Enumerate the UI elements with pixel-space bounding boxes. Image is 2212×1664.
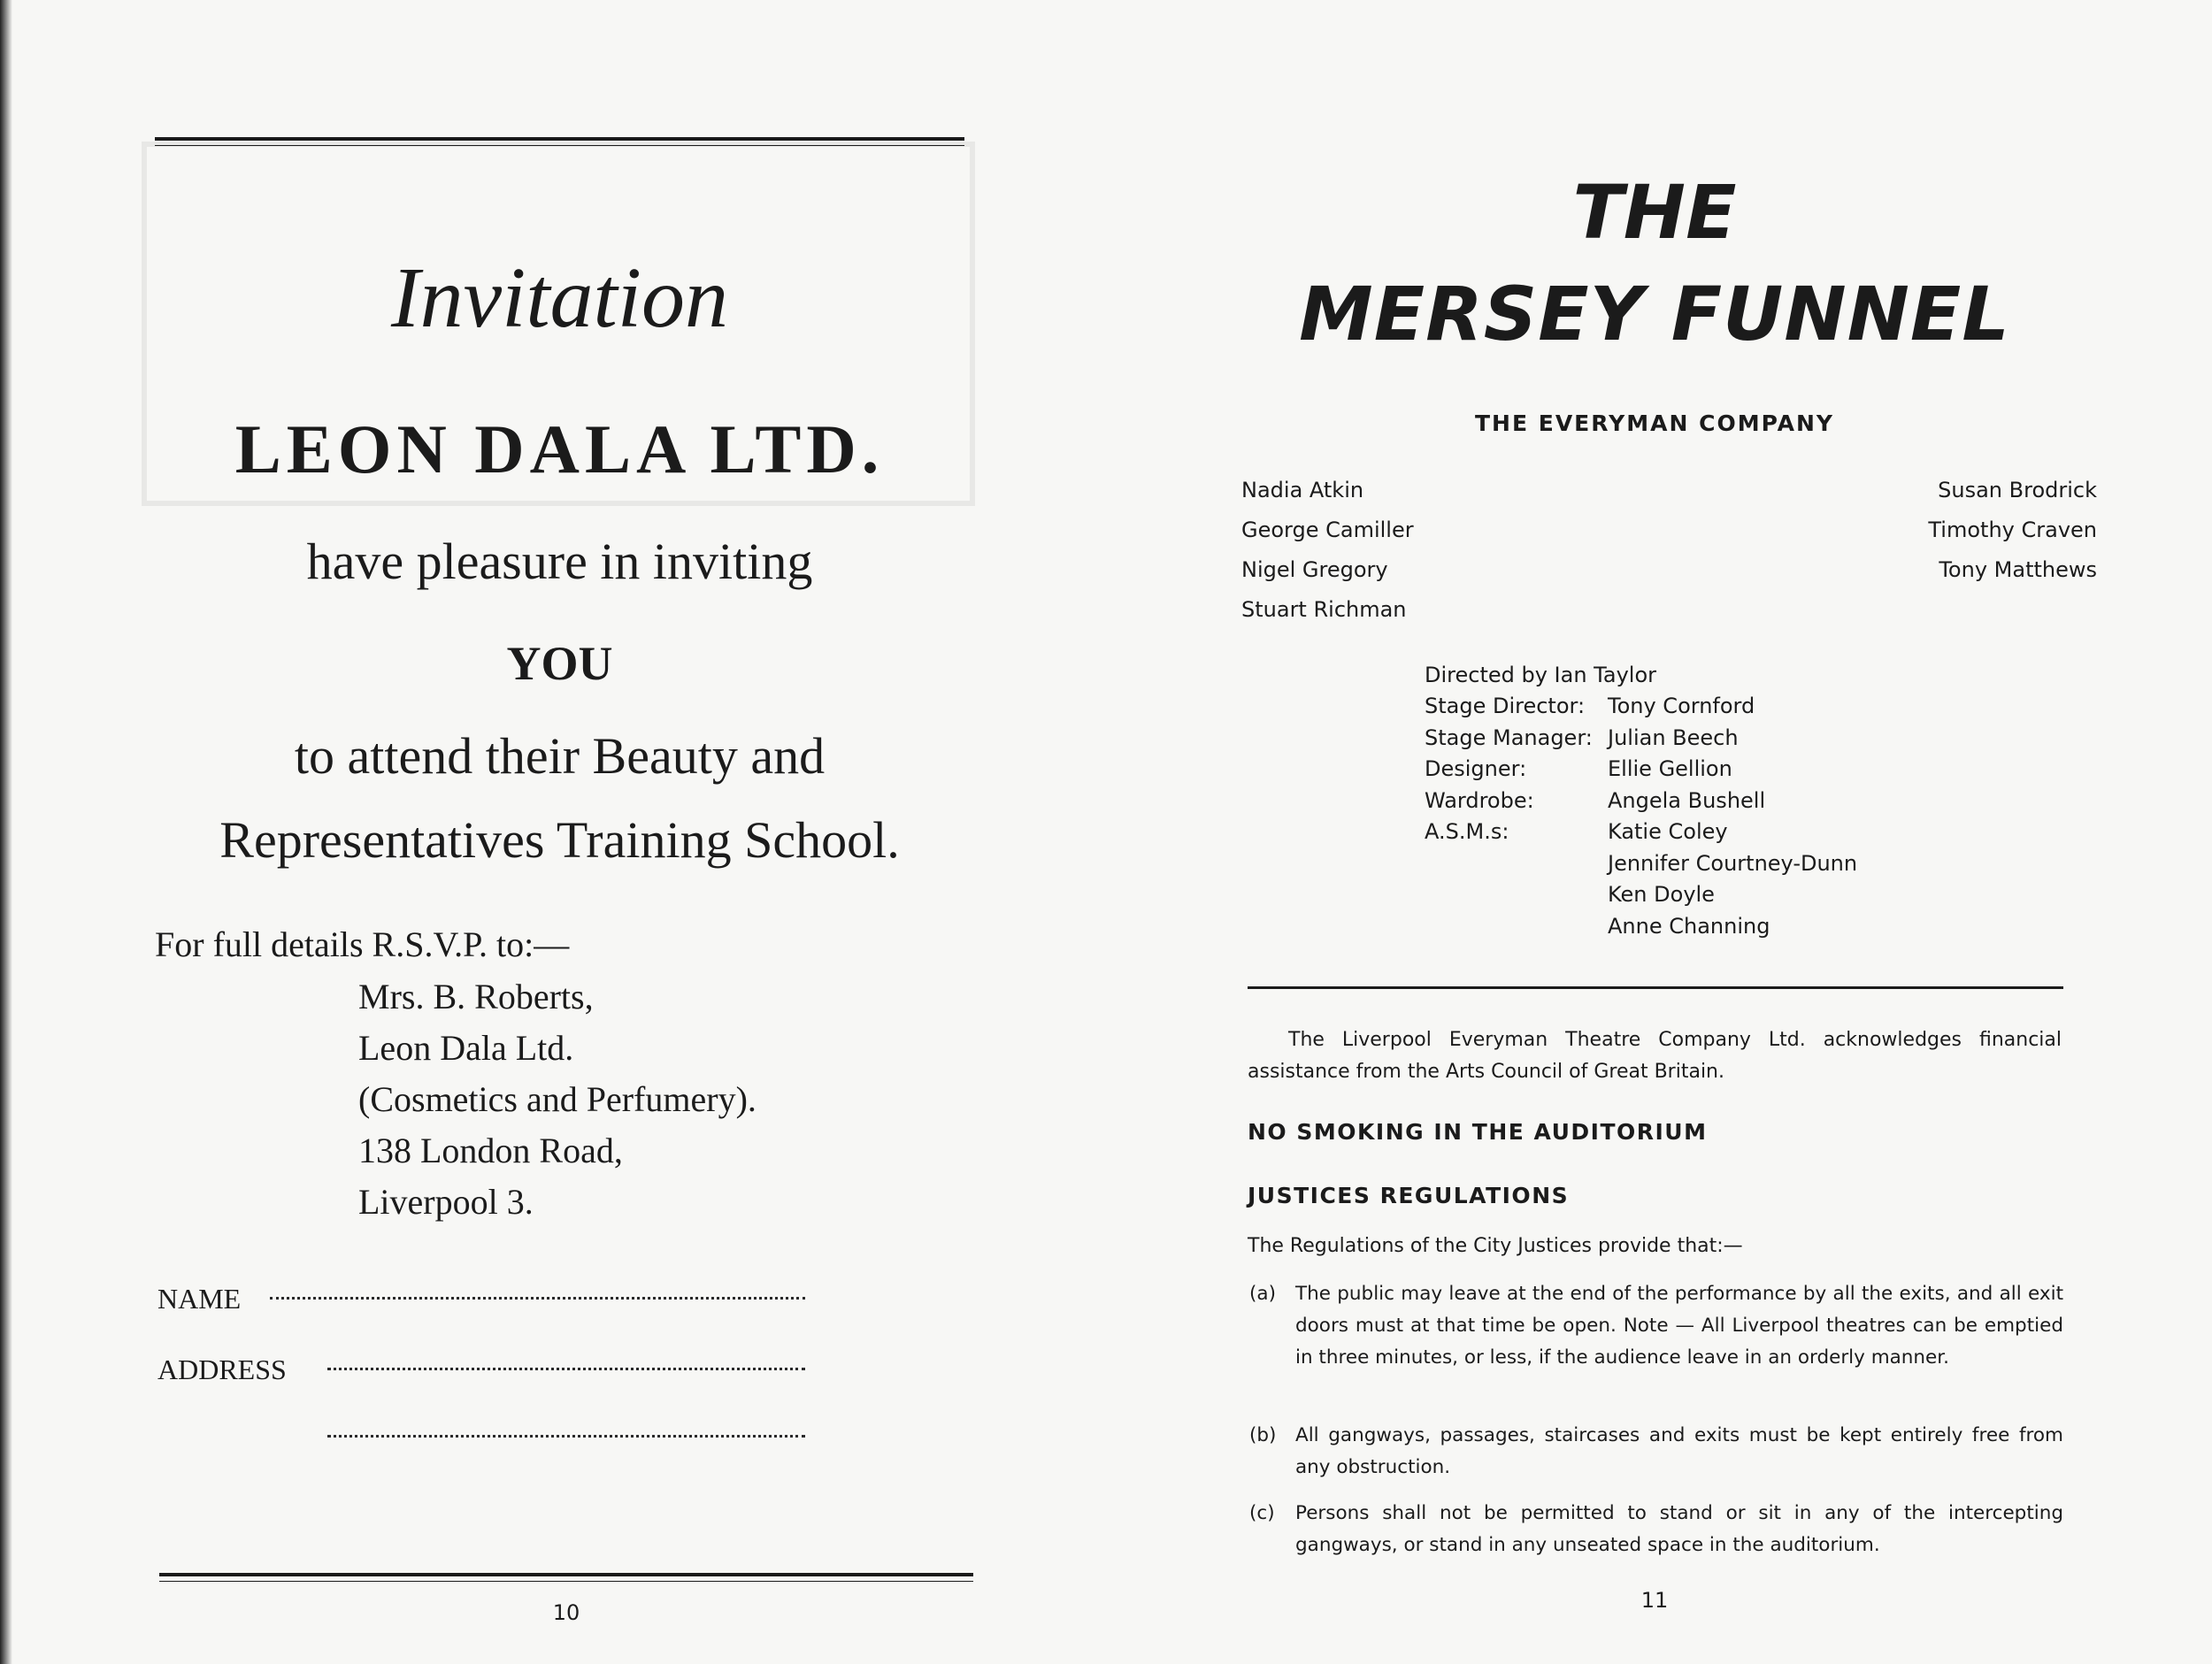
name-label: NAME	[157, 1283, 242, 1315]
crew-name: Katie Coley	[1608, 819, 1728, 844]
crew-role: Stage Director:	[1425, 694, 1586, 718]
address-field-line-2[interactable]	[327, 1435, 805, 1438]
name-field[interactable]	[270, 1297, 805, 1300]
bottom-rule	[159, 1573, 973, 1582]
company-name: LEON DALA LTD.	[234, 410, 885, 487]
crew-list	[1425, 690, 1955, 938]
page-number: 11	[1640, 1588, 1669, 1613]
cast-list-left	[1241, 471, 1595, 630]
invite-line-4: Representatives Training School.	[219, 811, 900, 869]
address-line: Mrs. B. Roberts,	[358, 977, 594, 1016]
address-line: Liverpool 3.	[358, 1182, 534, 1222]
crew-role: Stage Manager:	[1425, 725, 1593, 750]
title-line-2: MERSEY FUNNEL	[1299, 271, 2010, 357]
invite-line-1: have pleasure in inviting	[306, 533, 813, 590]
rsvp-line: For full details R.S.V.P. to:—	[155, 924, 570, 964]
acknowledgement: The Liverpool Everyman Theatre Company Ltd. acknowledges financial assistance from the Arts Council of Great Britain.	[1248, 1029, 2062, 1083]
address-field-line-1[interactable]	[327, 1368, 805, 1370]
regulations-intro: The Regulations of the City Justices provide that:—	[1248, 1235, 1743, 1257]
address-label: ADDRESS	[157, 1353, 287, 1385]
crew-role: A.S.M.s:	[1425, 819, 1509, 844]
crew-name: Julian Beech	[1608, 725, 1739, 750]
invite-line-you: YOU	[506, 637, 613, 690]
binding-edge	[0, 0, 12, 1664]
regulation-text: Persons shall not be permitted to stand or sit in any of the intercepting gangways, or stand in any unseated space in the auditorium.	[1295, 1502, 2063, 1556]
cast-member: Timothy Craven	[1928, 518, 2097, 542]
regulation-marker: (b)	[1249, 1424, 1277, 1446]
address-line: Leon Dala Ltd.	[358, 1028, 574, 1068]
invitation-heading: Invitation	[390, 250, 729, 346]
crew-name: Angela Bushell	[1608, 787, 1766, 813]
crew-name: Jennifer Courtney-Dunn	[1608, 850, 1858, 876]
top-rule	[155, 137, 964, 146]
crew-name: Anne Channing	[1608, 913, 1770, 939]
company-heading: THE EVERYMAN COMPANY	[1475, 410, 1834, 436]
crew-name: Ken Doyle	[1608, 882, 1715, 907]
crew-role: Designer:	[1425, 756, 1527, 781]
regulation-marker: (a)	[1249, 1283, 1276, 1305]
crew-name: Tony Cornford	[1608, 694, 1755, 718]
cast-member: Susan Brodrick	[1938, 478, 2097, 502]
rsvp-address	[358, 971, 889, 1228]
crew-name: Ellie Gellion	[1608, 756, 1732, 781]
invite-line-3: to attend their Beauty and	[294, 727, 826, 785]
justices-heading: JUSTICES REGULATIONS	[1248, 1183, 1570, 1208]
cast-member: Stuart Richman	[1241, 597, 1407, 622]
page-number: 10	[552, 1600, 580, 1625]
regulation-text: All gangways, passages, staircases and exits must be kept entirely free from any obstruction.	[1295, 1424, 2063, 1478]
regulation-marker: (c)	[1249, 1502, 1275, 1524]
address-line: 138 London Road,	[358, 1131, 623, 1170]
address-line: (Cosmetics and Perfumery).	[358, 1079, 757, 1119]
cast-member: Nadia Atkin	[1241, 478, 1364, 502]
title-line-1: THE	[1572, 169, 1737, 256]
right-page	[1106, 0, 2212, 1664]
directed-by: Directed by Ian Taylor	[1425, 663, 1656, 687]
crew-role: Wardrobe:	[1425, 787, 1534, 813]
cast-member: Tony Matthews	[1939, 557, 2097, 582]
cast-list-right	[1796, 471, 2097, 590]
no-smoking-notice: NO SMOKING IN THE AUDITORIUM	[1248, 1119, 1708, 1145]
regulations-list	[1249, 1278, 2063, 1561]
cast-member: George Camiller	[1241, 518, 1414, 542]
cast-member: Nigel Gregory	[1241, 557, 1388, 582]
regulation-text: The public may leave at the end of the performance by all the exits, and all exit doors must at that time be open. Note — All Liverpool theatres can be emptied in three minutes, or less, if the audience leave in an orderly manner.	[1295, 1283, 2063, 1369]
section-rule	[1248, 986, 2063, 989]
